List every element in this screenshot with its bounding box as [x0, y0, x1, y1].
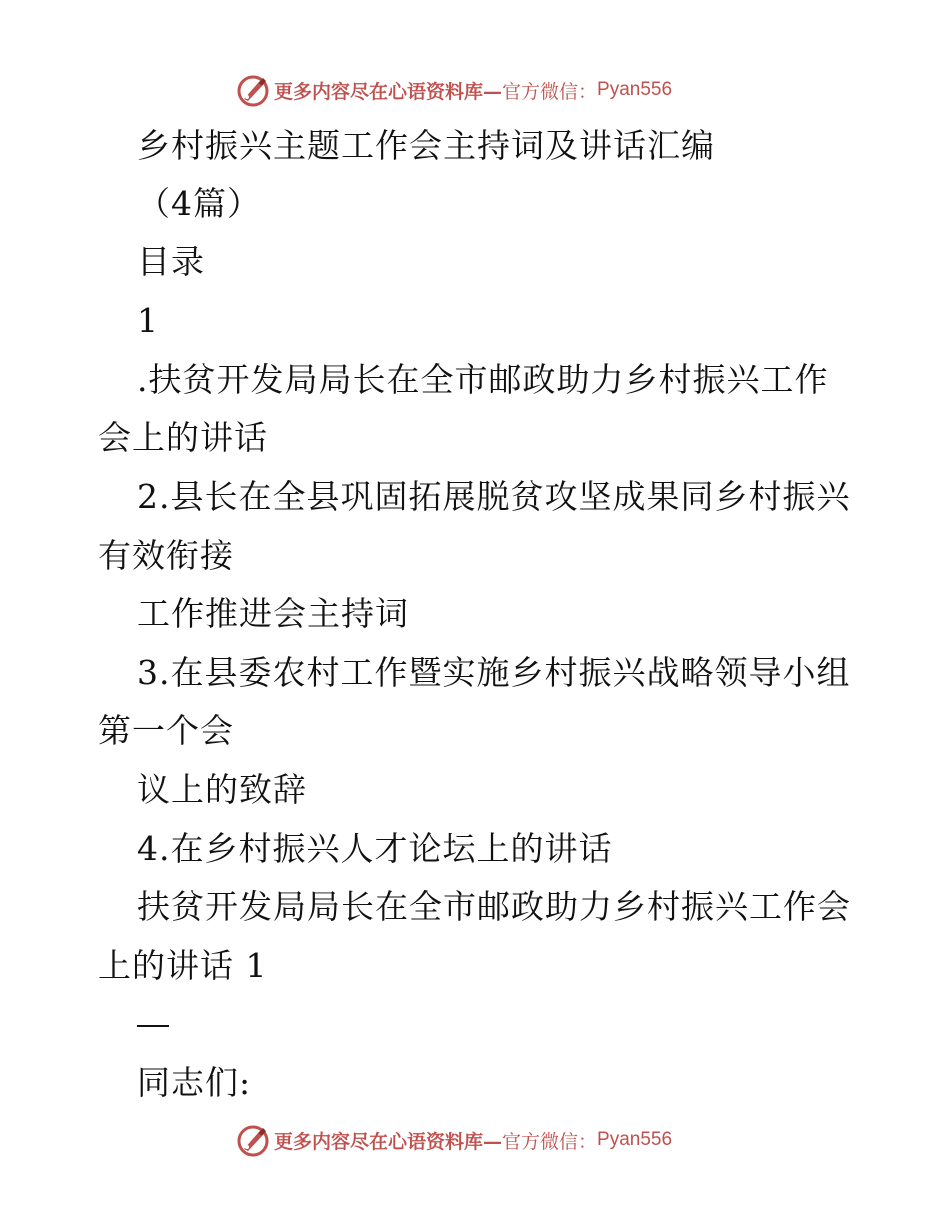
- watermark-footer: [236, 1123, 672, 1157]
- pen-logo-icon: [236, 73, 270, 107]
- pen-logo-icon: [236, 1123, 270, 1157]
- watermark-wechat-label: 官方微信：: [502, 1130, 598, 1153]
- watermark-text: 更多内容尽在心语资料库—: [274, 80, 503, 103]
- toc-item-3-cont: 第一个会: [98, 711, 234, 750]
- toc-item-1: .扶贫开发局局长在全市邮政助力乡村振兴工作: [137, 360, 829, 399]
- toc-item-2: 2.县长在全县巩固拓展脱贫攻坚成果同乡村振兴: [137, 477, 851, 516]
- watermark-header: [236, 73, 672, 107]
- watermark-wechat-id: Pyan556: [597, 79, 673, 100]
- document-title: 乡村振兴主题工作会主持词及讲话汇编: [137, 126, 715, 165]
- salutation: 同志们:: [137, 1063, 252, 1102]
- toc-item-4: 4.在乡村振兴人才论坛上的讲话: [137, 829, 613, 868]
- section-heading-cont: 上的讲话 1: [98, 946, 268, 985]
- document-subtitle: （4篇）: [137, 184, 261, 223]
- section-heading: 扶贫开发局局长在全市邮政助力乡村振兴工作会: [137, 887, 851, 926]
- toc-number: 1: [137, 301, 159, 340]
- toc-heading: 目录: [137, 242, 205, 281]
- watermark-wechat-label: 官方微信：: [502, 80, 598, 103]
- toc-item-3-cont-2: 议上的致辞: [137, 770, 307, 809]
- toc-item-2-cont: 有效衔接: [98, 536, 234, 575]
- toc-item-3: 3.在县委农村工作暨实施乡村振兴战略领导小组: [137, 653, 851, 692]
- toc-item-1-cont: 会上的讲话: [98, 418, 268, 457]
- watermark-wechat-id: Pyan556: [597, 1129, 673, 1150]
- watermark-text: 更多内容尽在心语资料库—: [274, 1130, 503, 1153]
- dash-rule: [137, 1025, 169, 1027]
- toc-item-2-cont-2: 工作推进会主持词: [137, 594, 409, 633]
